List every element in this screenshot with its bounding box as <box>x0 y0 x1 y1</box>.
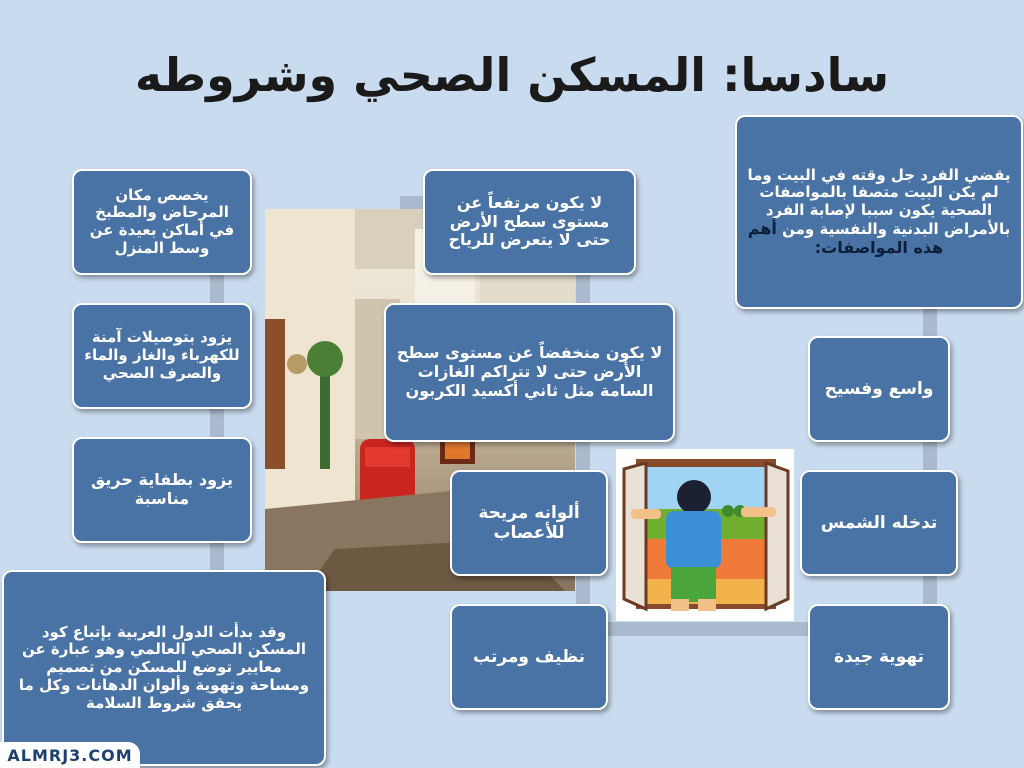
intro-text: يقضي الفرد جل وقته في البيت وما لم يكن البيت متصفا بالمواصفات الصحية يكون سببا لإصابة الفرد بالأمراض البدنية والنفسية ومن <box>747 165 1011 238</box>
intro-box <box>735 115 1023 309</box>
page-title: سادسا: المسكن الصحي وشروطه <box>134 48 890 102</box>
footer-note-box <box>2 570 326 766</box>
spec-text-ventilation: تهوية جيدة <box>834 646 924 667</box>
spec-box-fire-extinguisher <box>72 437 252 543</box>
spec-box-spacious <box>808 336 950 442</box>
spec-text-toilet-kitchen: يخصص مكان المرحاض والمطبخ في أماكن بعيدة عن وسط المنزل <box>89 185 235 257</box>
boy-window-picture <box>616 449 794 621</box>
spec-box-colors <box>450 470 608 576</box>
spec-box-toilet-kitchen <box>72 169 252 275</box>
spec-box-not-high <box>423 169 636 275</box>
spec-box-utilities <box>72 303 252 409</box>
site-logo-text: ALMRJ3.COM <box>7 745 133 765</box>
spec-text-utilities: يزود بتوصيلات آمنة للكهرباء والغاز والماء والصرف الصحي <box>84 328 240 382</box>
spec-text-spacious: واسع وفسيح <box>824 378 934 399</box>
spec-box-not-low <box>384 303 675 442</box>
spec-text-not-high: لا يكون مرتفعاً عن مستوى سطح الأرض حتى لا يتعرض للرياح <box>448 192 611 250</box>
intro-emphasis: أهم هذه المواصفات: <box>747 218 944 257</box>
footer-note-text: وقد بدأت الدول العربية بإتباع كود المسكن الصحي العالمي وهو عبارة عن معايير توضع للمسكن من تصميم ومساحة وتهوية وألوان الدهانات وكل ما يحقق شروط السلامة <box>18 622 310 712</box>
boy-window-illustration <box>616 449 794 621</box>
spec-box-sunlight <box>800 470 958 576</box>
site-logo <box>0 742 140 768</box>
spec-box-clean <box>450 604 608 710</box>
spec-text-sunlight: تدخله الشمس <box>820 512 938 533</box>
spec-text-not-low: لا يكون منخفضاً عن مستوى سطح الأرض حتى لا تتراكم الغازات السامة مثل ثاني أكسيد الكربون <box>396 343 663 400</box>
spec-text-colors: ألوانه مريحة للأعصاب <box>478 502 580 543</box>
spec-box-ventilation <box>808 604 950 710</box>
spec-text-fire-extinguisher: يزود بطفاية حريق مناسبة <box>91 470 233 508</box>
spec-text-clean: نظيف ومرتب <box>472 646 586 667</box>
